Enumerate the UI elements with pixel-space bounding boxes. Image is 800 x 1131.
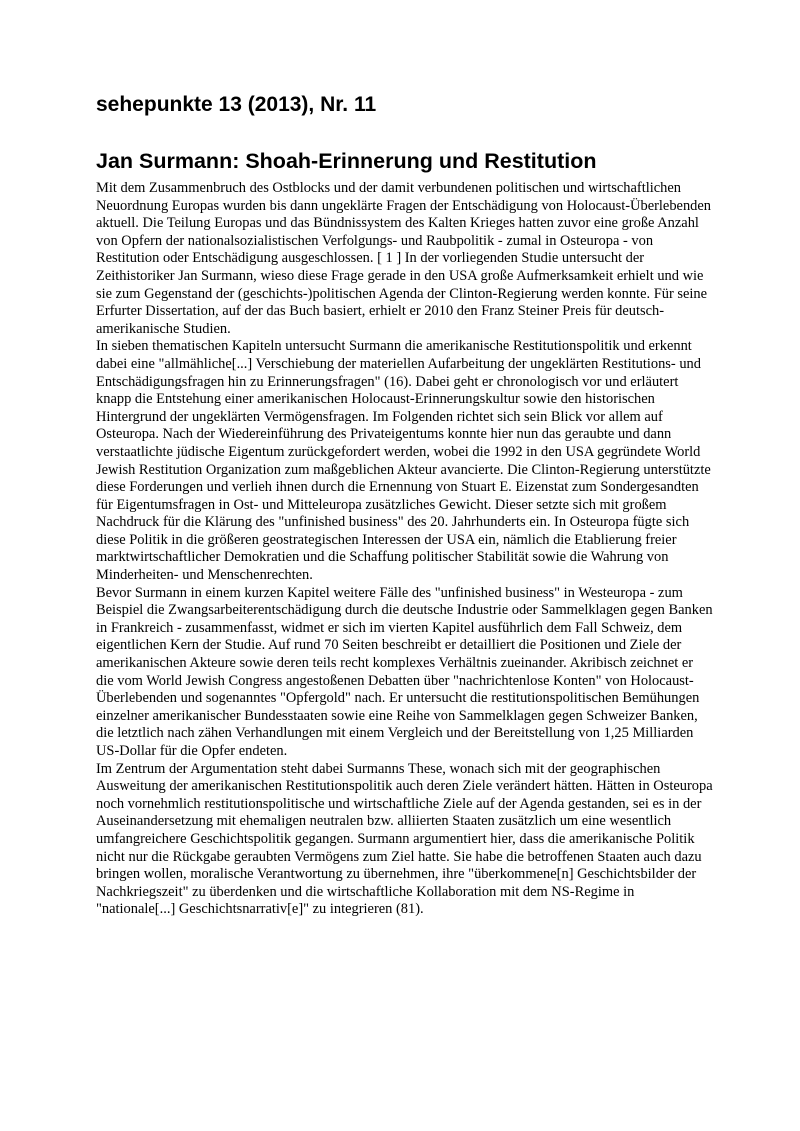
document-page (96, 92, 714, 919)
paragraph-3: Bevor Surmann in einem kurzen Kapitel weitere Fälle des "unfinished business" in Westeuropa - zum Beispiel die Zwangsarbeiterentschädigung durch die deutsche Industrie oder Sammelklagen gegen Banken in Frankreich - zusammenfasst, widmet er sich im vierten Kapitel ausführlich dem Fall Schweiz, dem eigentlichen Kern der Studie. Auf rund 70 Seiten beschreibt er detailliert die Positionen und Ziele der amerikanischen Akteure sowie deren teils recht komplexes Verhältnis zueinander. Akribisch zeichnet er die vom World Jewish Congress angestoßenen Debatten über "nachrichtenlose Konten" von Holocaust-Überlebenden und sogenanntes "Opfergold" nach. Er untersucht die restitutionspolitischen Bemühungen einzelner amerikanischer Bundesstaaten sowie eine Reihe von Sammelklagen gegen Schweizer Banken, die letztlich nach zähen Verhandlungen mit einem Vergleich und der Bereitstellung von 1,25 Milliarden US-Dollar für die Opfer endeten. (96, 584, 713, 759)
journal-citation: sehepunkte 13 (2013), Nr. 11 (96, 93, 377, 116)
paragraph-4: Im Zentrum der Argumentation steht dabei Surmanns These, wonach sich mit der geographischen Ausweitung der amerikanischen Restitutionspolitik auch deren Ziele verändert hätten. Hätten in Osteuropa noch vornehmlich restitutionspolitische und wirtschaftliche Ziele auf der Agenda gestanden, sei es in der Auseinandersetzung mit ehemaligen neutralen bzw. alliierten Staaten zusätzlich um eine wesentlich umfangreichere Geschichtspolitik gegangen. Surmann argumentiert hier, dass die amerikanische Politik nicht nur die Rückgabe geraubten Vermögens zum Ziel hatte. Sie habe die betroffenen Staaten auch dazu bringen wollen, moralische Verantwortung zu übernehmen, ihre "überkommene[n] Geschichtsbilder der Nachkriegszeit" zu überdenken und die wirtschaftliche Kollaboration mit dem NS-Regime in "nationale[...] Geschichtsnarrativ[e]" zu integrieren (81). (96, 760, 713, 918)
paragraph-2: In sieben thematischen Kapiteln untersucht Surmann die amerikanische Restitutionspolitik und erkennt dabei eine "allmähliche[...] Verschiebung der materiellen Aufarbeitung der ungeklärten Restitutions- und Entschädigungsfragen hin zu Erinnerungsfragen" (16). Dabei geht er chronologisch vor und erläutert knapp die Entstehung einer amerikanischen Holocaust-Erinnerungskultur sowie den historischen Hintergrund der ungeklärten Vermögensfragen. Im Folgenden richtet sich sein Blick vor allem auf Osteuropa. Nach der Wiedereinführung des Privateigentums konnte hier nun das geraubte und dann verstaatlichte jüdische Eigentum zurückgefordert werden, wobei die 1992 in den USA gegründete World Jewish Restitution Organization zum maßgeblichen Akteur avancierte. Die Clinton-Regierung unterstützte diese Forderungen und verlieh ihnen durch die Ernennung von Stuart E. Eizenstat zum Sondergesandten für Eigentumsfragen in Ost- und Mitteleuropa zusätzliches Gewicht. Dieser setzte sich mit großem Nachdruck für die Klärung des "unfinished business" des 20. Jahrhunderts ein. In Osteuropa fügte sich diese Politik in die größeren geostrategischen Interessen der USA ein, nämlich die Etablierung freier marktwirtschaftlicher Demokratien und die Schaffung politischer Stabilität sowie die Wahrung von Minderheiten- und Menschenrechten. (96, 338, 711, 584)
paragraph-1: Mit dem Zusammenbruch des Ostblocks und der damit verbundenen politischen und wirtschaftlichen Neuordnung Europas wurden bis dann ungeklärte Fragen der Entschädigung von Holocaust-Überlebenden aktuell. Die Teilung Europas und das Bündnissystem des Kalten Krieges hatten zuvor eine große Anzahl von Opfern der nationalsozialistischen Verfolgungs- und Raubpolitik - zumal in Osteuropa - von Restitution oder Entschädigung ausgeschlossen. [ 1 ] In der vorliegenden Studie untersucht der Zeithistoriker Jan Surmann, wieso diese Frage gerade in den USA große Aufmerksamkeit erhielt und wie sie zum Gegenstand der (geschichts-)politischen Agenda der Clinton-Regierung werden konnte. Für seine Erfurter Dissertation, auf der das Buch basiert, erhielt er 2010 den Franz Steiner Preis für deutsch-amerikanische Studien. (96, 180, 712, 337)
article-title: Jan Surmann: Shoah-Erinnerung und Restitution (96, 149, 597, 173)
article-body (96, 180, 714, 919)
